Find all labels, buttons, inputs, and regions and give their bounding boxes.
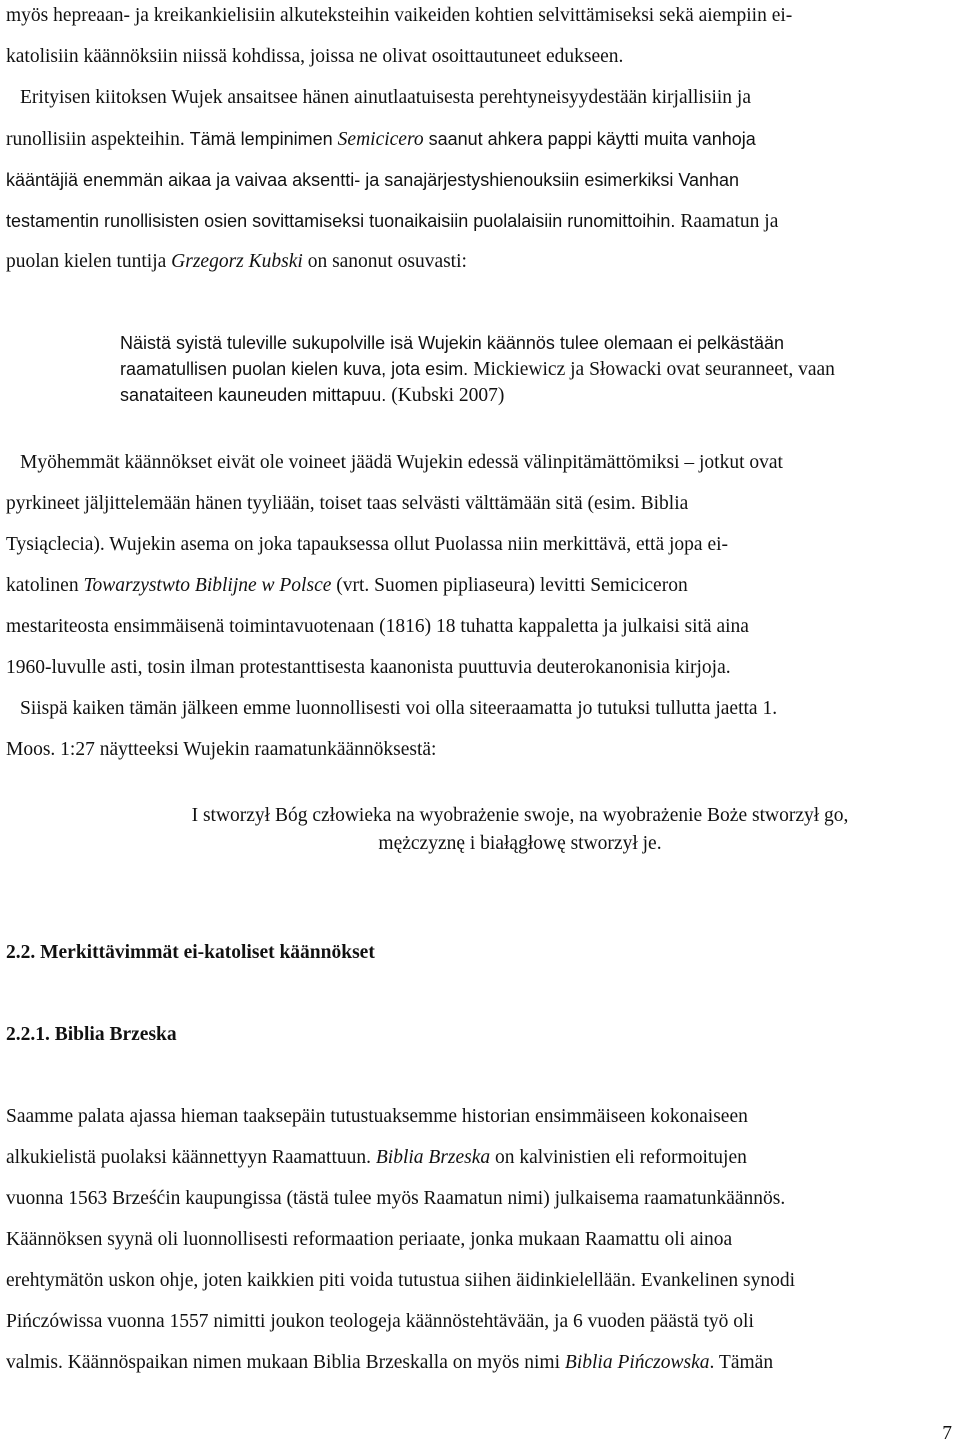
intro-line-6 <box>6 209 778 234</box>
para2-line-8 <box>6 738 436 762</box>
intro-line-7 <box>6 250 467 274</box>
text: Näistä syistä tuleville sukupolville isä Wujekin käännös tulee olemaan ei pelkästään <box>120 333 785 353</box>
intro-line-1 <box>6 4 792 28</box>
quote2-line-2 <box>0 832 960 856</box>
text: Käännöksen syynä oli luonnollisesti reformaation periaate, jonka mukaan Raamattu oli ainoa <box>6 1229 733 1250</box>
italic-name: Semicicero <box>337 129 424 150</box>
text: raamatullisen puolan kielen kuva, jota esim. <box>120 359 474 379</box>
italic-title: Biblia Brzeska <box>375 1147 491 1168</box>
text: Tämä lempinimen <box>189 129 338 149</box>
quote2-line-1 <box>0 804 960 828</box>
text: Siispä kaiken tämän jälkeen emme luonnollisesti voi olla siteeraamatta jo tutuksi tullutta jaetta 1. <box>20 698 778 719</box>
page-number: 7 <box>942 1423 952 1444</box>
intro-line-5 <box>6 168 739 192</box>
text: sanataiteen kauneuden mittapuu. <box>120 385 392 405</box>
text: 1960-luvulle asti, tosin ilman protestanttisesta kaanonista puuttuvia deuterokanonisia kirjoja. <box>6 657 731 678</box>
text: Moos. 1:27 näytteeksi Wujekin raamatunkäännöksestä: <box>6 739 437 760</box>
para2-line-1 <box>20 451 783 475</box>
text: pyrkineet jäljittelemään hänen tyyliään, toiset taas selvästi välttämään sitä (esim. Biblia <box>6 493 689 514</box>
text: Mickiewicz ja Słowacki ovat seuranneet, vaan <box>473 359 835 380</box>
text: on sanonut osuvasti: <box>302 251 467 272</box>
quote1-line-2 <box>120 357 835 382</box>
section-heading <box>6 941 375 965</box>
text: runollisiin aspekteihin. <box>6 129 190 150</box>
para3-line-1 <box>6 1105 748 1129</box>
text: puolan kielen tuntija <box>6 251 172 272</box>
para2-line-7 <box>20 697 777 721</box>
text: katolisiin käännöksiin niissä kohdissa, joissa ne olivat osoittautuneet edukseen. <box>6 46 624 67</box>
text: mestariteosta ensimmäisenä toimintavuotenaan (1816) 18 tuhatta kappaletta ja julkaisi sitä aina <box>6 616 749 637</box>
text: (vrt. Suomen pipliaseura) levitti Semiciceron <box>331 575 688 596</box>
text: testamentin runollisisten osien sovittamiseksi tuonaikaisiin puolalaisiin runomittoihin. <box>6 211 681 231</box>
intro-line-4 <box>6 127 756 152</box>
text: I stworzył Bóg człowieka na wyobrażenie swoje, na wyobrażenie Boże stworzył go, <box>191 805 849 826</box>
text: saanut ahkera pappi käytti muita vanhoja <box>423 129 756 149</box>
para3-line-4 <box>6 1228 732 1252</box>
para2-line-2 <box>6 492 688 516</box>
italic-title: Towarzystwto Biblijne w Polsce <box>83 575 332 596</box>
para2-line-5 <box>6 615 749 639</box>
italic-name: Grzegorz Kubski <box>171 251 303 272</box>
text: on kalvinistien eli reformoitujen <box>490 1147 747 1168</box>
text: mężczyznę i białągłowę stworzył je. <box>378 833 662 854</box>
intro-line-2 <box>6 45 623 69</box>
para3-line-7 <box>6 1351 773 1375</box>
text: alkukielistä puolaksi käännettyyn Raamattuun. <box>6 1147 376 1168</box>
text: Pińczówissa vuonna 1557 nimitti joukon teologeja käännöstehtävään, ja 6 vuoden päästä työ oli <box>6 1311 754 1332</box>
text: kääntäjiä enemmän aikaa ja vaivaa aksentti- ja sanajärjestyshienouksiin esimerkiksi Vanhan <box>6 170 740 190</box>
text: valmis. Käännöspaikan nimen mukaan Biblia Brzeskalla on myös nimi <box>6 1352 565 1373</box>
para3-line-6 <box>6 1310 754 1334</box>
para3-line-5 <box>6 1269 795 1293</box>
quote1-line-3 <box>120 383 504 408</box>
para2-line-6 <box>6 656 731 680</box>
text: katolinen <box>6 575 84 596</box>
italic-title: Biblia Pińczowska <box>564 1352 710 1373</box>
text: (Kubski 2007) <box>391 385 505 406</box>
text: Myöhemmät käännökset eivät ole voineet jäädä Wujekin edessä välinpitämättömiksi – jotkut ovat <box>20 452 783 473</box>
text: 2.2.1. Biblia Brzeska <box>6 1024 177 1045</box>
text: erehtymätön uskon ohje, joten kaikkien piti voida tutustua siihen äidinkielellään. Evankelinen synodi <box>6 1270 796 1291</box>
intro-line-3 <box>20 86 751 110</box>
text: vuonna 1563 Brześćin kaupungissa (tästä tulee myös Raamatun nimi) julkaisema raamatunkäännös. <box>6 1188 786 1209</box>
para2-line-4 <box>6 574 688 598</box>
para3-line-2 <box>6 1146 747 1170</box>
text: . Tämän <box>709 1352 774 1373</box>
para2-line-3 <box>6 533 728 557</box>
text: Saamme palata ajassa hieman taaksepäin tutustuaksemme historian ensimmäiseen kokonaiseen <box>6 1106 748 1127</box>
quote1-line-1 <box>120 331 784 355</box>
para3-line-3 <box>6 1187 785 1211</box>
text: myös hepreaan- ja kreikankielisiin alkuteksteihin vaikeiden kohtien selvittämiseksi sekä aiempiin ei- <box>6 5 793 26</box>
text: 2.2. Merkittävimmät ei-katoliset käännökset <box>6 942 375 963</box>
text: Tysiąclecia). Wujekin asema on joka tapauksessa ollut Puolassa niin merkittävä, että jopa ei- <box>6 534 729 555</box>
subsection-heading <box>6 1023 177 1047</box>
text: Erityisen kiitoksen Wujek ansaitsee hänen ainutlaatuisesta perehtyneisyydestään kirjallisiin ja <box>20 87 751 108</box>
text: Raamatun ja <box>680 211 779 232</box>
